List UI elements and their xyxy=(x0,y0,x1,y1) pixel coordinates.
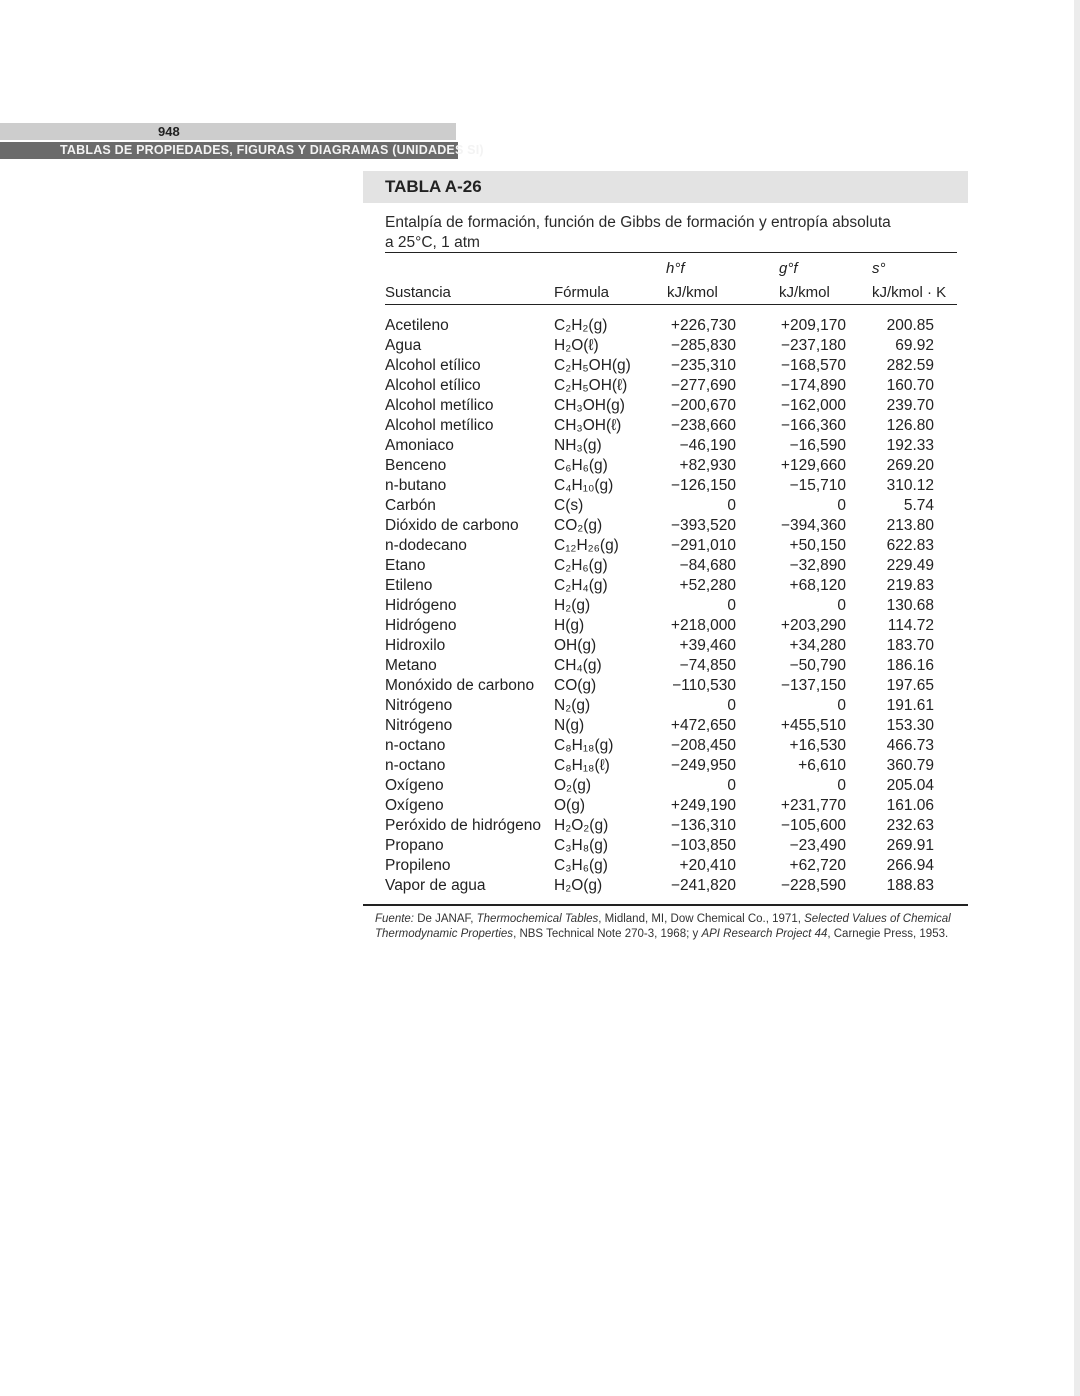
entropy-value: 114.72 xyxy=(887,617,934,634)
gibbs-value: −15,710 xyxy=(789,477,846,494)
substance-name: Agua xyxy=(385,337,422,354)
table-row xyxy=(385,876,965,896)
substance-name: Alcohol etílico xyxy=(385,377,481,394)
entropy-value: 183.70 xyxy=(886,637,934,654)
gibbs-value: +68,120 xyxy=(789,577,846,594)
entropy-value: 5.74 xyxy=(903,497,934,514)
entropy-value: 229.49 xyxy=(886,557,934,574)
gibbs-value: −16,590 xyxy=(789,437,846,454)
gibbs-value: +50,150 xyxy=(789,537,846,554)
entropy-value: 153.30 xyxy=(886,717,934,734)
entropy-value: 192.33 xyxy=(886,437,934,454)
entropy-value: 186.16 xyxy=(886,657,934,674)
table-row xyxy=(385,696,965,716)
substance-name: Oxígeno xyxy=(385,777,444,794)
enthalpy-value: −241,820 xyxy=(670,877,736,894)
formula: O₂(g) xyxy=(554,777,592,794)
header-rule xyxy=(385,304,957,305)
substance-name: Peróxido de hidrógeno xyxy=(385,817,541,834)
formula: C₃H₈(g) xyxy=(554,837,609,854)
formula: N₂(g) xyxy=(554,697,591,714)
formula: CO(g) xyxy=(554,677,597,694)
enthalpy-value: −84,680 xyxy=(679,557,736,574)
substance-name: Hidrógeno xyxy=(385,597,457,614)
substance-name: Acetileno xyxy=(385,317,449,334)
entropy-value: 191.61 xyxy=(886,697,934,714)
table-row xyxy=(385,836,965,856)
gibbs-value: −166,360 xyxy=(780,417,846,434)
substance-name: Oxígeno xyxy=(385,797,444,814)
formula: C₂H₅OH(ℓ) xyxy=(554,377,628,394)
table-label: TABLA A-26 xyxy=(385,177,482,196)
enthalpy-value: −46,190 xyxy=(679,437,736,454)
substance-name: Nitrógeno xyxy=(385,697,453,714)
enthalpy-value: −291,010 xyxy=(670,537,736,554)
substance-name: n-octano xyxy=(385,737,446,754)
substance-name: Etileno xyxy=(385,577,433,594)
gibbs-value: +203,290 xyxy=(780,617,846,634)
gibbs-value: 0 xyxy=(837,597,846,614)
entropy-value: 282.59 xyxy=(886,357,934,374)
table-row xyxy=(385,716,965,736)
substance-name: Etano xyxy=(385,557,426,574)
formula: O(g) xyxy=(554,797,585,814)
entropy-value: 213.80 xyxy=(886,517,934,534)
gibbs-value: 0 xyxy=(837,777,846,794)
substance-name: Propano xyxy=(385,837,444,854)
entropy-value: 266.94 xyxy=(886,857,934,874)
gibbs-value: +231,770 xyxy=(780,797,846,814)
gibbs-value: +34,280 xyxy=(789,637,846,654)
table-row xyxy=(385,336,965,356)
enthalpy-value: −208,450 xyxy=(670,737,736,754)
table-row xyxy=(385,776,965,796)
enthalpy-value: −200,670 xyxy=(670,397,736,414)
entropy-value: 269.91 xyxy=(886,837,934,854)
table-row xyxy=(385,356,965,376)
substance-name: Hidrógeno xyxy=(385,617,457,634)
table-row xyxy=(385,436,965,456)
table-row xyxy=(385,316,965,336)
substance-name: Benceno xyxy=(385,457,447,474)
footnote-text-4: , Carnegie Press, 1953. xyxy=(827,928,949,940)
enthalpy-value: −110,530 xyxy=(672,677,736,694)
formula: C₂H₆(g) xyxy=(554,557,608,574)
substance-name: Hidroxilo xyxy=(385,637,446,654)
table-row xyxy=(385,756,965,776)
enthalpy-value: +39,460 xyxy=(679,637,736,654)
entropy-value: 69.92 xyxy=(895,337,934,354)
caption-line-1: Entalpía de formación, función de Gibbs de formación y entropía absoluta xyxy=(385,214,891,231)
page-number: 948 xyxy=(158,124,180,139)
entropy-value: 622.83 xyxy=(886,537,934,554)
gibbs-value: −50,790 xyxy=(789,657,846,674)
substance-name: Carbón xyxy=(385,497,436,514)
substance-name: Vapor de agua xyxy=(385,877,486,894)
entropy-value: 160.70 xyxy=(886,377,934,394)
table-row xyxy=(385,476,965,496)
top-rule xyxy=(385,252,957,253)
substance-name: Propileno xyxy=(385,857,451,874)
enthalpy-value: 0 xyxy=(727,497,736,514)
formula: C₈H₁₈(g) xyxy=(554,737,614,754)
entropy-value: 310.12 xyxy=(886,477,934,494)
formula: H₂(g) xyxy=(554,597,591,614)
footnote-text-3: , NBS Technical Note 270-3, 1968; y xyxy=(513,928,702,940)
substance-name: Dióxido de carbono xyxy=(385,517,519,534)
formula: C₂H₅OH(g) xyxy=(554,357,631,374)
entropy-value: 219.83 xyxy=(886,577,934,594)
gibbs-value: −168,570 xyxy=(780,357,846,374)
formula: C₂H₄(g) xyxy=(554,577,608,594)
formula: CH₃OH(ℓ) xyxy=(554,417,622,434)
enthalpy-value: −249,950 xyxy=(670,757,736,774)
enthalpy-value: +82,930 xyxy=(679,457,736,474)
page-edge xyxy=(1074,0,1080,1396)
footnote-ref-3: API Research Project 44 xyxy=(701,928,828,940)
table-row xyxy=(385,856,965,876)
gibbs-value: −162,000 xyxy=(780,397,846,414)
enthalpy-value: −285,830 xyxy=(670,337,736,354)
substance-name: Alcohol metílico xyxy=(385,417,494,434)
enthalpy-value: +472,650 xyxy=(670,717,736,734)
gibbs-value: +209,170 xyxy=(780,317,846,334)
entropy-value: 197.65 xyxy=(886,677,934,694)
formula: C(s) xyxy=(554,497,584,514)
entropy-value: 205.04 xyxy=(886,777,934,794)
entropy-value: 466.73 xyxy=(886,737,934,754)
enthalpy-value: +52,280 xyxy=(679,577,736,594)
formula: CO₂(g) xyxy=(554,517,603,534)
formula: C₁₂H₂₆(g) xyxy=(554,537,619,554)
gibbs-value: −394,360 xyxy=(780,517,846,534)
gibbs-value: −105,600 xyxy=(780,817,846,834)
page-number-bar xyxy=(0,123,456,140)
formula: C₆H₆(g) xyxy=(554,457,608,474)
formula: H₂O(g) xyxy=(554,877,603,894)
substance-name: Nitrógeno xyxy=(385,717,453,734)
substance-name: Amoniaco xyxy=(385,437,454,454)
formula: H(g) xyxy=(554,617,585,634)
enthalpy-value: −393,520 xyxy=(670,517,736,534)
enthalpy-value: 0 xyxy=(727,597,736,614)
entropy-value: 188.83 xyxy=(886,877,934,894)
table-row xyxy=(385,496,965,516)
gibbs-value: −228,590 xyxy=(780,877,846,894)
entropy-value: 200.85 xyxy=(886,317,934,334)
caption-line-2: a 25°C, 1 atm xyxy=(385,234,480,251)
substance-name: Metano xyxy=(385,657,437,674)
footnote-ref-1: Thermochemical Tables xyxy=(476,913,599,925)
gibbs-value: −23,490 xyxy=(789,837,846,854)
column-header-substance: Sustancia xyxy=(385,284,451,301)
enthalpy-value: 0 xyxy=(727,697,736,714)
enthalpy-value: +226,730 xyxy=(670,317,736,334)
formula: C₃H₆(g) xyxy=(554,857,608,874)
gibbs-value: 0 xyxy=(837,697,846,714)
gibbs-value: −237,180 xyxy=(780,337,846,354)
g-symbol: g°f xyxy=(779,260,798,277)
substance-name: n-octano xyxy=(385,757,446,774)
formula: N(g) xyxy=(554,717,585,734)
formula: C₈H₁₈(ℓ) xyxy=(554,757,610,774)
s-symbol: s° xyxy=(872,260,886,277)
table-row xyxy=(385,536,965,556)
entropy-value: 161.06 xyxy=(886,797,934,814)
gibbs-value: −137,150 xyxy=(780,677,846,694)
enthalpy-value: +218,000 xyxy=(670,617,736,634)
formula: CH₃OH(g) xyxy=(554,397,625,414)
enthalpy-value: −277,690 xyxy=(670,377,736,394)
table-row xyxy=(385,556,965,576)
table-row xyxy=(385,736,965,756)
enthalpy-value: −136,310 xyxy=(670,817,736,834)
table-row xyxy=(385,576,965,596)
column-header-g-unit: kJ/kmol xyxy=(779,284,830,301)
table-caption xyxy=(385,213,965,253)
substance-name: Alcohol metílico xyxy=(385,397,494,414)
table-row xyxy=(385,636,965,656)
table-row xyxy=(385,676,965,696)
table-row xyxy=(385,516,965,536)
table-row xyxy=(385,596,965,616)
formula: C₂H₂(g) xyxy=(554,317,608,334)
table-row xyxy=(385,416,965,436)
substance-name: n-dodecano xyxy=(385,537,467,554)
table-row xyxy=(385,816,965,836)
enthalpy-value: 0 xyxy=(727,777,736,794)
gibbs-value: +129,660 xyxy=(780,457,846,474)
formula: CH₄(g) xyxy=(554,657,602,674)
bottom-rule xyxy=(363,904,968,906)
enthalpy-value: −103,850 xyxy=(670,837,736,854)
formula: H₂O₂(g) xyxy=(554,817,609,834)
formula: H₂O(ℓ) xyxy=(554,337,599,354)
gibbs-value: +455,510 xyxy=(780,717,846,734)
gibbs-value: −174,890 xyxy=(780,377,846,394)
table-row xyxy=(385,796,965,816)
table-row xyxy=(385,616,965,636)
entropy-value: 239.70 xyxy=(886,397,934,414)
gibbs-value: +16,530 xyxy=(789,737,846,754)
table-row xyxy=(385,376,965,396)
column-header-formula: Fórmula xyxy=(554,284,610,301)
enthalpy-value: −126,150 xyxy=(670,477,736,494)
entropy-value: 232.63 xyxy=(886,817,934,834)
substance-name: Monóxido de carbono xyxy=(385,677,535,694)
entropy-value: 360.79 xyxy=(886,757,934,774)
gibbs-value: +6,610 xyxy=(798,757,846,774)
section-title: TABLAS DE PROPIEDADES, FIGURAS Y DIAGRAMAS (UNIDADES SI) xyxy=(60,143,484,157)
table-row xyxy=(385,456,965,476)
h-symbol: h°f xyxy=(666,260,685,277)
entropy-value: 269.20 xyxy=(886,457,934,474)
table-row xyxy=(385,396,965,416)
footnote-ref-2: Selected Values of Chemical Thermodynamic Properties xyxy=(375,913,951,940)
gibbs-value: −32,890 xyxy=(789,557,846,574)
enthalpy-value: +249,190 xyxy=(670,797,736,814)
entropy-value: 130.68 xyxy=(886,597,934,614)
substance-name: Alcohol etílico xyxy=(385,357,481,374)
gibbs-value: 0 xyxy=(837,497,846,514)
entropy-value: 126.80 xyxy=(886,417,934,434)
footnote-lead: Fuente: xyxy=(375,913,414,925)
formula: NH₃(g) xyxy=(554,437,602,454)
formula: C₄H₁₀(g) xyxy=(554,477,614,494)
enthalpy-value: +20,410 xyxy=(679,857,736,874)
substance-name: n-butano xyxy=(385,477,447,494)
footnote-text-2: , Midland, MI, Dow Chemical Co., 1971, xyxy=(598,913,805,925)
table-row xyxy=(385,656,965,676)
formula: OH(g) xyxy=(554,637,597,654)
enthalpy-value: −235,310 xyxy=(670,357,736,374)
footnote-text-1: De JANAF, xyxy=(414,913,477,925)
gibbs-value: +62,720 xyxy=(789,857,846,874)
column-header-s-unit: kJ/kmol · K xyxy=(872,284,947,301)
column-header-h-unit: kJ/kmol xyxy=(667,284,718,301)
source-footnote xyxy=(375,912,955,942)
enthalpy-value: −238,660 xyxy=(670,417,736,434)
enthalpy-value: −74,850 xyxy=(679,657,736,674)
